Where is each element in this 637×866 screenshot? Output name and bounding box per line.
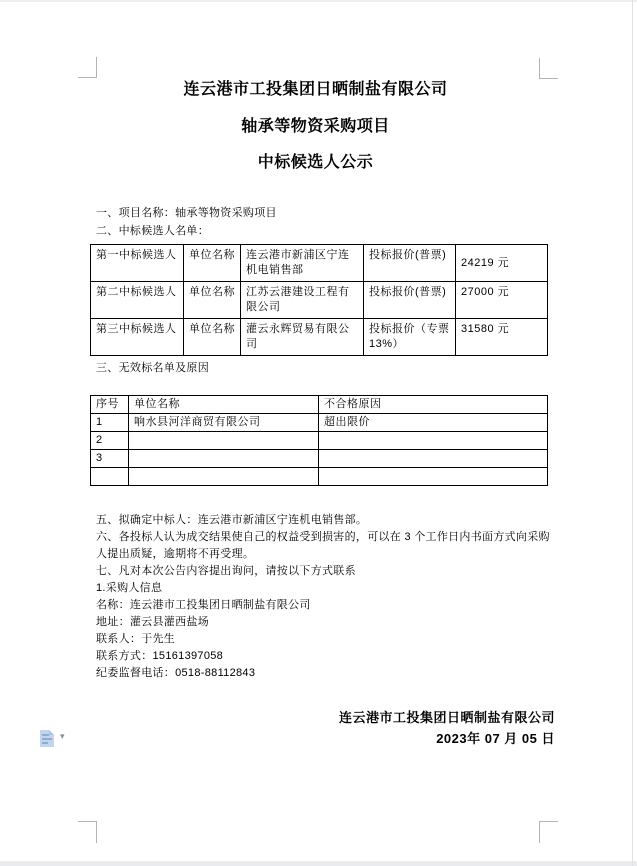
cell-price: 31580 元 (456, 319, 548, 356)
section-1-project-name: 一、项目名称：轴承等物资采购项目 (96, 207, 277, 219)
paste-options-icon[interactable] (40, 730, 54, 747)
signature-date: 2023年 07 月 05 日 (436, 731, 555, 746)
cell-unit-name: 灌云永辉贸易有限公司 (241, 319, 364, 356)
cell-unit-label: 单位名称 (184, 282, 241, 319)
cell-price-label: 投标报价(普票) (364, 282, 456, 319)
objection-line-1: 六、各投标人认为成交结果使自己的权益受到损害的，可以在 3 个工作日内书面方式向采购 (96, 531, 550, 543)
cell-unit-name: 江苏云港建设工程有限公司 (241, 282, 364, 319)
doc-title-project: 轴承等物资采购项目 (241, 118, 390, 135)
candidates-table (90, 244, 548, 356)
cell-rank: 第一中标候选人 (91, 245, 184, 282)
cell-seq (91, 468, 129, 486)
cell-reason (319, 432, 548, 450)
candidates-table-row (91, 319, 548, 356)
invalid-table-row (91, 414, 548, 432)
cell-seq: 1 (91, 414, 129, 432)
header-reason: 不合格原因 (319, 396, 548, 414)
contact-person-line: 联系人：于先生 (96, 633, 176, 645)
purchaser-name-line: 名称：连云港市工投集团日晒制盐有限公司 (96, 599, 311, 611)
page-edge-right (632, 0, 633, 866)
header-unit-name: 单位名称 (129, 396, 319, 414)
cell-reason (319, 450, 548, 468)
cell-unit-name (129, 450, 319, 468)
contact-phone-line: 联系方式：15161397058 (96, 650, 224, 662)
invalid-table-row (91, 450, 548, 468)
margin-mark-bottom-right (539, 821, 558, 843)
cell-reason (319, 468, 548, 486)
candidates-table-row (91, 282, 548, 319)
cell-price-label: 投标报价(普票) (364, 245, 456, 282)
supervision-phone-line: 纪委监督电话：0518-88112843 (96, 667, 256, 679)
cell-unit-name: 响水县河洋商贸有限公司 (129, 414, 319, 432)
dropdown-arrow-icon[interactable]: ▾ (60, 731, 65, 741)
purchaser-info-heading: 1.采购人信息 (96, 582, 163, 594)
purchaser-address-line: 地址：灌云县灌西盐场 (96, 616, 209, 628)
cell-seq: 2 (91, 432, 129, 450)
cell-rank: 第二中标候选人 (91, 282, 184, 319)
objection-line-2: 人提出质疑，逾期将不再受理。 (96, 548, 255, 560)
invalid-table-header-row (91, 396, 548, 414)
invalid-bids-table (90, 395, 548, 486)
page-edge-bottom (0, 861, 637, 866)
contact-instruction-line: 七、凡对本次公告内容提出询问，请按以下方式联系 (96, 565, 356, 577)
signature-company: 连云港市工投集团日晒制盐有限公司 (338, 710, 555, 725)
margin-mark-top-right (539, 58, 558, 79)
section-3-invalid-heading: 三、无效标名单及原因 (96, 362, 209, 374)
cell-unit-name (129, 432, 319, 450)
section-2-candidates-heading: 二、中标候选人名单： (96, 225, 209, 237)
cell-seq: 3 (91, 450, 129, 468)
cell-price: 27000 元 (456, 282, 548, 319)
paste-options-button[interactable] (38, 728, 72, 750)
margin-mark-bottom-left (78, 821, 97, 843)
candidates-table-row (91, 245, 548, 282)
cell-rank: 第三中标候选人 (91, 319, 184, 356)
doc-title-company: 连云港市工投集团日晒制盐有限公司 (183, 81, 448, 98)
signature-block (339, 707, 555, 749)
cell-reason: 超出限价 (319, 414, 548, 432)
proposed-winner-line: 五、拟确定中标人：连云港市新浦区宁连机电销售部。 (96, 514, 368, 526)
cell-unit-name (129, 468, 319, 486)
body-text-block (96, 512, 556, 682)
cell-price-label: 投标报价（专票 13%） (364, 319, 456, 356)
cell-price: 24219 元 (456, 245, 548, 282)
cell-unit-name: 连云港市新浦区宁连机电销售部 (241, 245, 364, 282)
cell-unit-label: 单位名称 (184, 319, 241, 356)
cell-unit-label: 单位名称 (184, 245, 241, 282)
invalid-table-row (91, 432, 548, 450)
header-seq: 序号 (91, 396, 129, 414)
doc-title-announcement: 中标候选人公示 (257, 154, 374, 171)
invalid-table-row (91, 468, 548, 486)
page-edge-top (0, 0, 637, 2)
margin-mark-top-left (78, 57, 97, 78)
